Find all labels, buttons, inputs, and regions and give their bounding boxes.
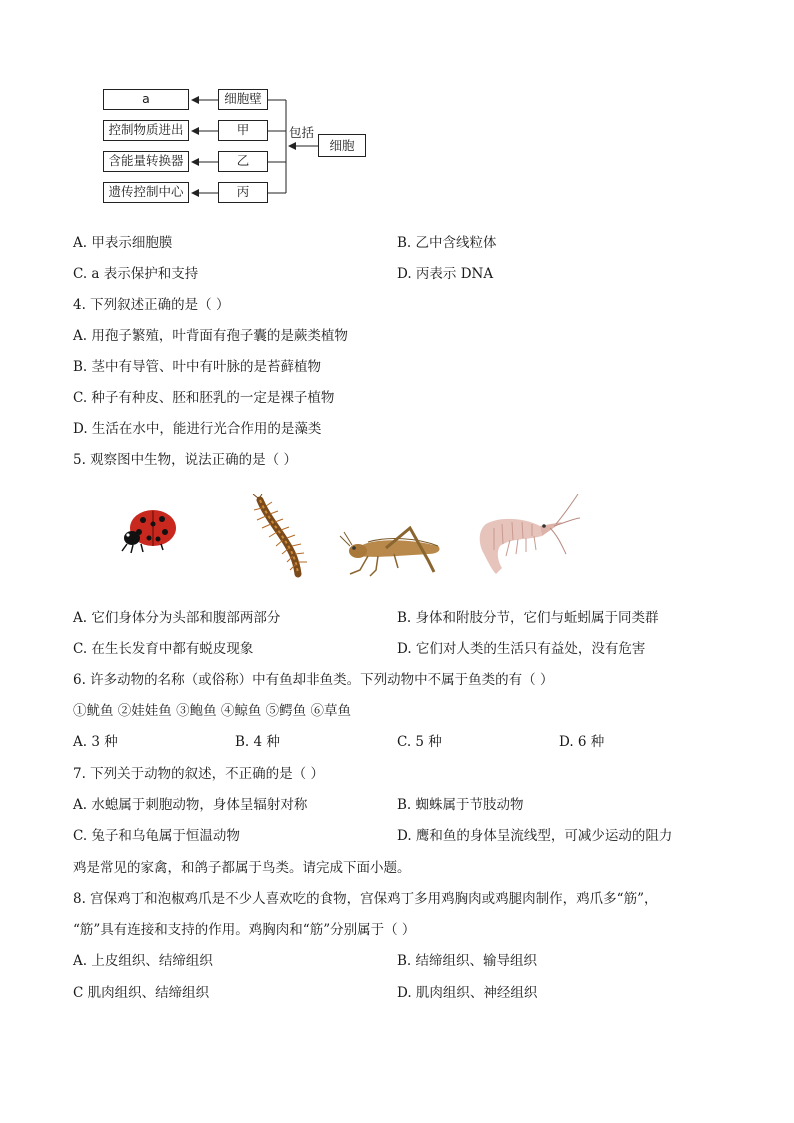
q8-option-c: C 肌肉组织、结缔组织 [73,985,210,1001]
q3-option-a: A. 甲表示细胞膜 [73,235,173,251]
q4-option-c: C. 种子有种皮、胚和胚乳的一定是裸子植物 [73,390,335,406]
q4-option-b: B. 茎中有导管、叶中有叶脉的是苔藓植物 [73,359,322,375]
q8-option-a: A. 上皮组织、结缔组织 [73,953,213,969]
shrimp-image [470,492,580,577]
diagram-box-yi: 乙 [218,151,268,172]
q6-option-a: A. 3 种 [73,734,118,750]
diagram-box-energy-converter: 含能量转换器 [103,151,189,172]
q3-option-d: D. 丙表示 DNA [397,266,494,282]
q7-option-a: A. 水螅属于刺胞动物，身体呈辐射对称 [73,797,308,813]
centipede-image [252,494,312,582]
q5-option-a: A. 它们身体分为头部和腹部两部分 [73,610,281,626]
diagram-box-cell-wall: 细胞壁 [218,89,268,110]
diagram-box-control-transport: 控制物质进出 [103,120,189,141]
q4-option-a: A. 用孢子繁殖，叶背面有孢子囊的是蕨类植物 [73,328,348,344]
q6-option-b: B. 4 种 [235,734,280,750]
q8-stem-line1: 8. 宫保鸡丁和泡椒鸡爪是不少人喜欢吃的食物，宫保鸡丁多用鸡胸肉或鸡腿肉制作，鸡爪多“筋”， [73,891,658,907]
q6-option-d: D. 6 种 [559,734,605,750]
q5-option-d: D. 它们对人类的生活只有益处，没有危害 [397,641,646,657]
q6-stem: 6. 许多动物的名称（或俗称）中有鱼却非鱼类。下列动物中不属于鱼类的有（ ） [73,672,554,688]
section-intro: 鸡是常见的家禽，和鸽子都属于鸟类。请完成下面小题。 [73,860,411,876]
q6-option-c: C. 5 种 [397,734,442,750]
q7-stem: 7. 下列关于动物的叙述，不正确的是（ ） [73,766,324,782]
diagram-box-genetic-center: 遗传控制中心 [103,182,189,203]
diagram-box-cell: 细胞 [318,134,366,157]
diagram-box-bing: 丙 [218,182,268,203]
diagram-box-a: a [103,89,189,110]
diagram-include-label: 包括 [289,125,315,140]
diagram-box-jia: 甲 [218,120,268,141]
q8-option-d: D. 肌肉组织、神经组织 [397,985,538,1001]
q4-stem: 4. 下列叙述正确的是（ ） [73,297,230,313]
q7-option-c: C. 兔子和乌龟属于恒温动物 [73,828,240,844]
q7-option-d: D. 鹰和鱼的身体呈流线型，可减少运动的阻力 [397,828,673,844]
grasshopper-image [338,520,456,580]
q3-option-b: B. 乙中含线粒体 [397,235,497,251]
q8-option-b: B. 结缔组织、输导组织 [397,953,538,969]
q3-option-c: C. a 表示保护和支持 [73,266,199,282]
q6-items: ①鱿鱼 ②娃娃鱼 ③鲍鱼 ④鲸鱼 ⑤鳄鱼 ⑥草鱼 [73,703,351,719]
q5-option-c: C. 在生长发育中都有蜕皮现象 [73,641,254,657]
q5-option-b: B. 身体和附肢分节，它们与蚯蚓属于同类群 [397,610,659,626]
q5-stem: 5. 观察图中生物，说法正确的是（ ） [73,452,297,468]
q4-option-d: D. 生活在水中，能进行光合作用的是藻类 [73,421,322,437]
ladybug-image [115,502,180,557]
q7-option-b: B. 蜘蛛属于节肢动物 [397,797,524,813]
q8-stem-line2: “筋”具有连接和支持的作用。鸡胸肉和“筋”分别属于（ ） [73,922,416,938]
